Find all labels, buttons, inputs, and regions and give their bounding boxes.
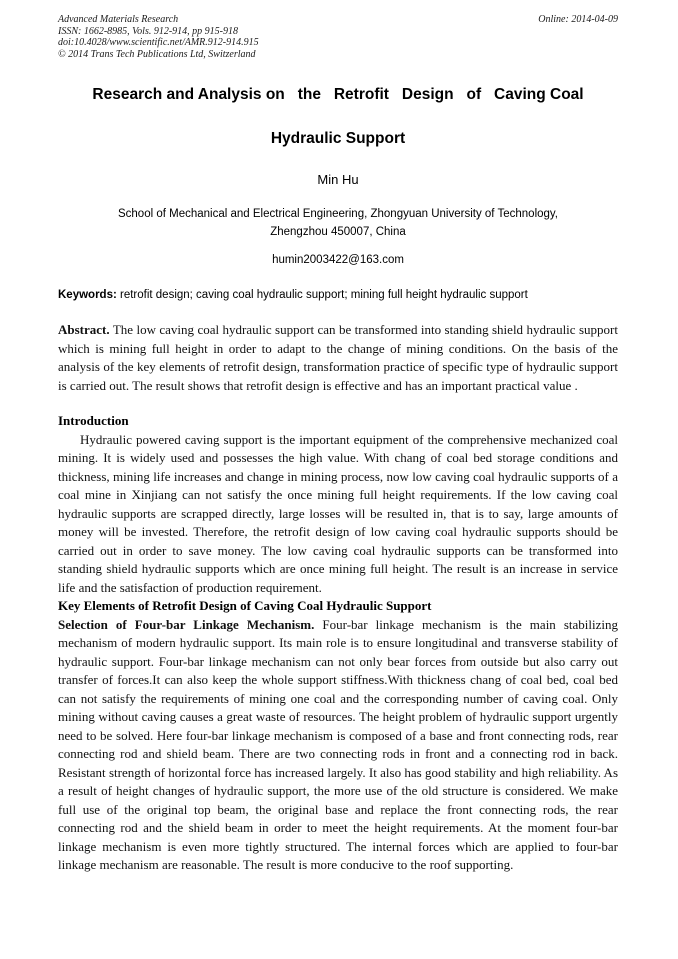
online-date: Online: 2014-04-09 — [538, 14, 618, 25]
section-heading-key-elements: Key Elements of Retrofit Design of Caving Coal Hydraulic Support — [58, 598, 432, 614]
abstract-paragraph — [58, 321, 618, 395]
journal-name: Advanced Materials Research — [58, 14, 179, 25]
affiliation-line1: School of Mechanical and Electrical Engineering, Zhongyuan University of Technology, — [117, 208, 559, 221]
subsection-heading-selection: Selection of Four-bar Linkage Mechanism. — [58, 616, 315, 632]
key-elements-text: Four-bar linkage mechanism is the main stabilizing mechanism of modern hydraulic support. Its main role is to ensure longitudinal and transverse stability of hydraulic support. Four-bar linkage mechanism can not only bear forces from outside but also carry out transfer of forces.It can also keep the whole support stiffness.With thickness chang of coal bed, coal bed can not satisfy the requirements of mining one coal and the corresponding number of caving coal. Only mining without caving causes a great waste of resources. The height problem of hydraulic support urgently need to be solved. Here four-bar linkage mechanism is composed of a base and front connecting rods, rear connecting rod and shield beam. There are two connecting rods in front and a connecting rod in back. Resistant strength of horizontal force has increased largely. It also has good stability and high reliability. As a result of height changes of hydraulic support, the more use of the old structure is considered. We make full use of the original top beam, the original base and replace the front connecting rods, the rear connecting rod and the shield beam in order to meet the height requirements. At the moment four-bar linkage mechanism is even more tightly structured. The internal forces which are applied to four-bar linkage mechanism are reasonable. The result is more conducive to the roof supporting. — [58, 616, 618, 873]
section-heading-introduction: Introduction — [58, 413, 129, 429]
copyright-line: © 2014 Trans Tech Publications Ltd, Switzerland — [58, 48, 256, 60]
affiliation-line2: Zhengzhou 450007, China — [270, 226, 406, 239]
doi-line: doi:10.4028/www.scientific.net/AMR.912-914.915 — [58, 37, 259, 49]
affiliation — [58, 205, 618, 241]
introduction-paragraph: Hydraulic powered caving support is the important equipment of the comprehensive mechanized coal mining. It is widely used and possesses the high value. With chang of coal bed storage conditions and thickness, mining life increases and change in mining process, now low caving coal hydraulic supports of a coal mine in Xinjiang can not satisfy the once mining full height requirements. If the low caving coal hydraulic supports are scrapped directly, large losses will be resulted in, that is to say, large amounts of money will be invested. Therefore, the retrofit design of low caving coal hydraulic supports should be carried out in order to save money. The low caving coal hydraulic supports can be transformed into standing shield hydraulic supports which are once mining full height. The result is an increase in service life and the satisfaction of production requirement. — [58, 431, 618, 595]
author-email: humin2003422@163.com — [272, 254, 404, 267]
abstract-label: Abstract. — [58, 322, 110, 338]
journal-meta-block — [58, 14, 259, 60]
keywords-line — [58, 288, 618, 302]
keywords-text: retrofit design; caving coal hydraulic support; mining full height hydraulic support — [116, 289, 528, 302]
author-name: Min Hu — [317, 172, 359, 188]
journal-header — [58, 14, 618, 60]
paper-title-line1: Research and Analysis on the Retrofit Design of Caving Coal — [92, 86, 584, 104]
keywords-label: Keywords: — [58, 289, 117, 302]
key-elements-paragraph — [58, 616, 618, 875]
issn-line: ISSN: 1662-8985, Vols. 912-914, pp 915-918 — [58, 25, 238, 37]
paper-title-line2: Hydraulic Support — [270, 130, 406, 148]
abstract-text: The low caving coal hydraulic support can be transformed into standing shield hydraulic support which is mining full height in order to adapt to the change of mining conditions. On the basis of the analysis of the key elements of retrofit design, transformation practice of specific type of hydraulic support is carried out. The result shows that retrofit design is effective and has an important practical value . — [58, 322, 618, 393]
